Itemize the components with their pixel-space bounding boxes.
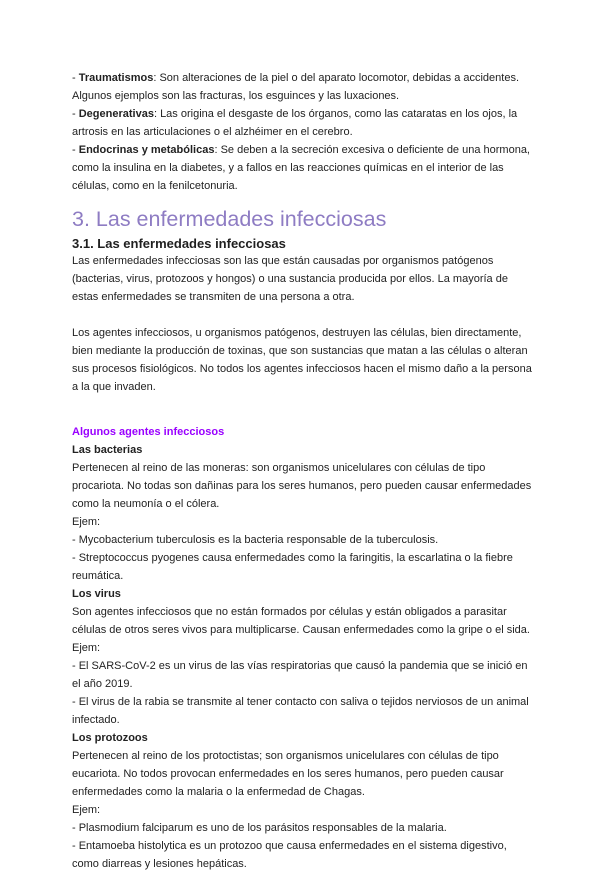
protozoos-description: Pertenecen al reino de los protoctistas; son organismos unicelulares con células de tipo eucariota. No todos provocan enfermedades en los seres humanos, pero pueden causar enfermedades como la malaria o la enfermedad de Chagas.: [72, 750, 504, 798]
intro-endocrinas: - Endocrinas y metabólicas: Se deben a la secreción excesiva o deficiente de una hormona, como la insulina en la diabetes, y a fallos en las reacciones químicas en el interior de las células, como en la fenilcetonuria.: [72, 144, 530, 192]
intro-degenerativas: - Degenerativas: Las origina el desgaste de los órganos, como las cataratas en los ojos, la artrosis en las articulaciones o el alzhéimer en el cerebro.: [72, 108, 518, 138]
virus-example-2: - El virus de la rabia se transmite al tener contacto con saliva o tejidos nerviosos de un animal infectado.: [72, 696, 529, 726]
section-paragraph-1: Las enfermedades infecciosas son las que están causadas por organismos patógenos (bacterias, virus, protozoos y hongos) o una sustancia producida por ellos. La mayoría de estas enfermedades se transmiten de una persona a otra.: [72, 255, 508, 303]
virus-ejem: Ejem:: [72, 642, 101, 654]
protozoos-example-2: - Entamoeba histolytica es un protozoo que causa enfermedades en el sistema digestivo, como diarreas y lesiones hepáticas.: [72, 840, 507, 870]
term: Degenerativas: [78, 108, 154, 120]
section-title: 3. Las enfermedades infecciosas: [72, 207, 387, 231]
bacteria-example-1: - Mycobacterium tuberculosis es la bacteria responsable de la tuberculosis.: [72, 534, 439, 546]
protozoos-ejem: Ejem:: [72, 804, 101, 816]
page-content: [72, 69, 532, 873]
virus-example-1: - El SARS-CoV-2 es un virus de las vías respiratorias que causó la pandemia que se inició en el año 2019.: [72, 660, 528, 690]
bacteria-ejem: Ejem:: [72, 516, 101, 528]
bacteria-example-2: - Streptococcus pyogenes causa enfermedades como la faringitis, la escarlatina o la fiebre reumática.: [72, 552, 513, 582]
virus-title: Los virus: [72, 588, 121, 600]
protozoos-example-1: - Plasmodium falciparum es uno de los parásitos responsables de la malaria.: [72, 822, 447, 834]
section-subtitle: 3.1. Las enfermedades infecciosas: [72, 236, 286, 251]
intro-traumatismos: - Traumatismos: Son alteraciones de la piel o del aparato locomotor, debidas a accidentes. Algunos ejemplos son las fracturas, los esguinces y las luxaciones.: [72, 72, 520, 102]
bacteria-description: Pertenecen al reino de las moneras: son organismos unicelulares con células de tipo procariota. No todas son dañinas para los seres humanos, pero pueden causar enfermedades como la neumonía o el cólera.: [72, 462, 532, 510]
protozoos-title: Los protozoos: [72, 732, 148, 744]
section-paragraph-2: Los agentes infecciosos, u organismos patógenos, destruyen las células, bien directamente, bien mediante la producción de toxinas, que son sustancias que matan a las células o alteran sus procesos fisiológicos. No todos los agentes infecciosos hacen el mismo daño a la persona a la que invaden.: [72, 327, 532, 393]
agents-heading: Algunos agentes infecciosos: [72, 426, 225, 438]
term: Traumatismos: [78, 72, 154, 84]
term: Endocrinas y metabólicas: [78, 144, 215, 156]
virus-description: Son agentes infecciosos que no están formados por células y están obligados a parasitar células de otros seres vivos para multiplicarse. Causan enfermedades como la gripe o el sida.: [72, 606, 530, 636]
bacteria-title: Las bacterias: [72, 444, 143, 456]
